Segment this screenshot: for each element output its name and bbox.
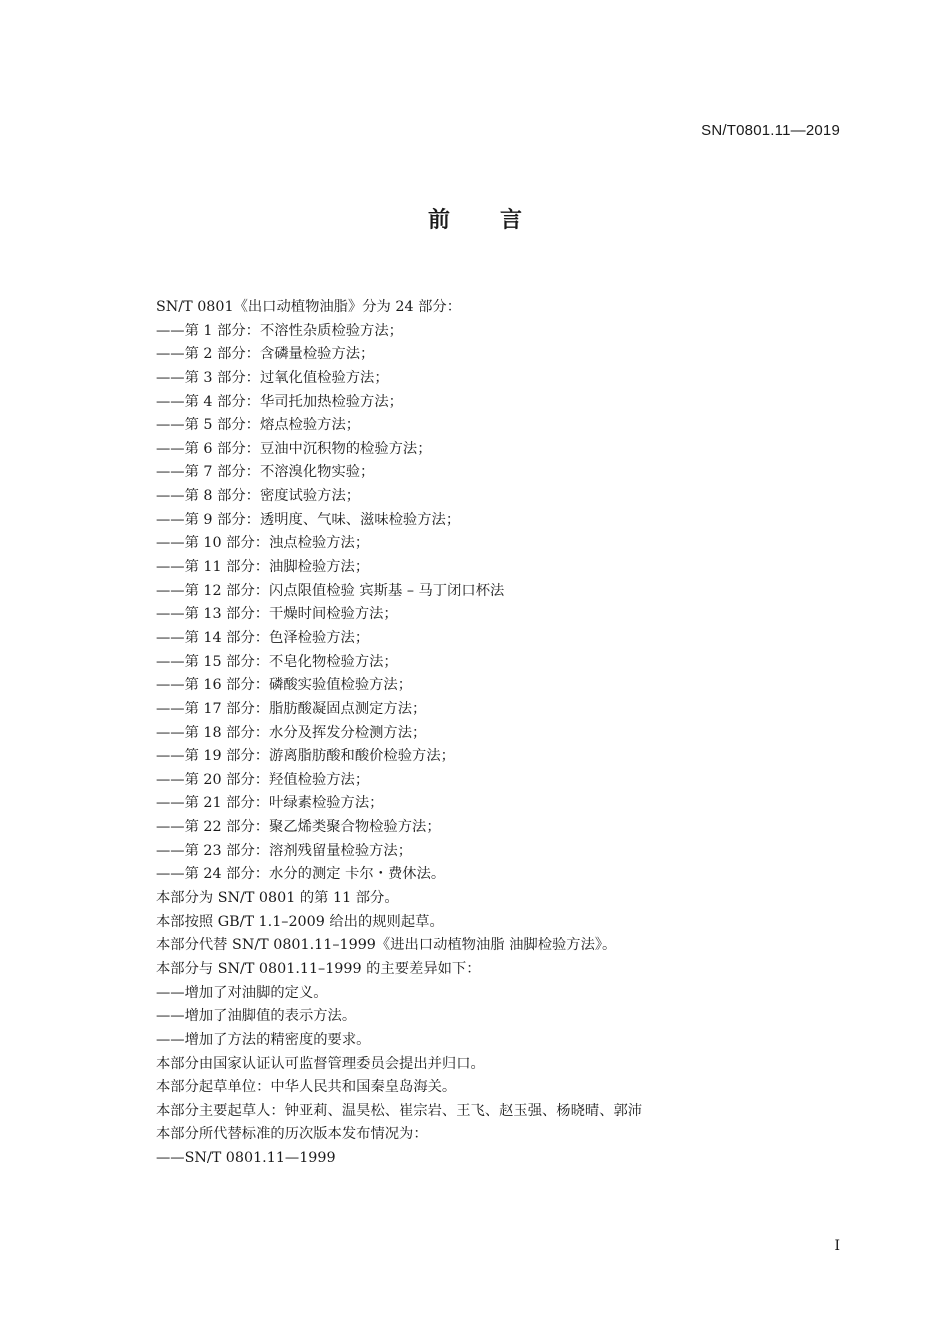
- text-line: ——第 17 部分：脂肪酸凝固点测定方法；: [156, 700, 427, 717]
- text-line: ——第 5 部分：熔点检验方法；: [156, 417, 361, 434]
- text-line: 本部分代替 SN/T 0801.11–1999《进出口动植物油脂 油脚检验方法》。: [156, 937, 617, 954]
- text-line: ——第 12 部分：闪点限值检验 宾斯基 – 马丁闭口杯法: [156, 582, 505, 599]
- text-line: ——第 10 部分：浊点检验方法；: [156, 535, 370, 552]
- text-line: ——第 22 部分：聚乙烯类聚合物检验方法；: [156, 819, 441, 836]
- text-line: ——第 8 部分：密度试验方法；: [156, 488, 361, 505]
- text-line: 本部分与 SN/T 0801.11–1999 的主要差异如下：: [156, 960, 481, 977]
- foreword-body: [156, 296, 856, 1171]
- page-title: 前言: [427, 208, 572, 233]
- text-line: ——第 24 部分：水分的测定 卡尔・费休法。: [156, 866, 446, 883]
- text-line: ——第 13 部分：干燥时间检验方法；: [156, 606, 398, 623]
- text-line: ——第 2 部分：含磷量检验方法；: [156, 346, 375, 363]
- text-line: ——第 11 部分：油脚检验方法；: [156, 559, 370, 576]
- text-line: ——SN/T 0801.11—1999: [156, 1150, 336, 1167]
- text-line: 本部分所代替标准的历次版本发布情况为：: [156, 1126, 428, 1143]
- text-line: ——第 14 部分：色泽检验方法；: [156, 629, 370, 646]
- text-line: ——第 3 部分：过氧化值检验方法；: [156, 369, 389, 386]
- text-line: ——第 4 部分：华司托加热检验方法；: [156, 393, 403, 410]
- text-line: ——第 19 部分：游离脂肪酸和酸价检验方法；: [156, 748, 455, 765]
- text-line: ——第 21 部分：叶绿素检验方法；: [156, 795, 384, 812]
- text-line: ——增加了油脚值的表示方法。: [156, 1008, 357, 1025]
- text-line: 本部分起草单位：中华人民共和国秦皇岛海关。: [156, 1079, 457, 1096]
- text-line: ——第 18 部分：水分及挥发分检测方法；: [156, 724, 427, 741]
- text-line: 本部分为 SN/T 0801 的第 11 部分。: [156, 890, 399, 907]
- text-line: 本部按照 GB/T 1.1–2009 给出的规则起草。: [156, 913, 444, 930]
- text-line: ——第 23 部分：溶剂残留量检验方法；: [156, 842, 413, 859]
- text-line: ——增加了对油脚的定义。: [156, 984, 328, 1001]
- page-number: I: [834, 1238, 840, 1254]
- standard-code: SN/T0801.11—2019: [701, 122, 840, 139]
- text-line: ——第 20 部分：羟值检验方法；: [156, 771, 370, 788]
- text-line: ——第 1 部分：不溶性杂质检验方法；: [156, 322, 403, 339]
- text-line: ——第 16 部分：磷酸实验值检验方法；: [156, 677, 413, 694]
- text-line: ——第 7 部分：不溶溴化物实验；: [156, 464, 375, 481]
- text-line: ——第 15 部分：不皂化物检验方法；: [156, 653, 398, 670]
- text-line: SN/T 0801《出口动植物油脂》分为 24 部分：: [156, 299, 462, 315]
- text-line: ——第 9 部分：透明度、气味、滋味检验方法；: [156, 511, 461, 528]
- text-line: ——第 6 部分：豆油中沉积物的检验方法；: [156, 440, 432, 457]
- text-line: 本部分由国家认证认可监督管理委员会提出并归口。: [156, 1055, 485, 1072]
- text-line: 本部分主要起草人：钟亚莉、温昊松、崔宗岩、王飞、赵玉强、杨晓晴、郭沛: [156, 1102, 643, 1119]
- text-line: ——增加了方法的精密度的要求。: [156, 1031, 371, 1048]
